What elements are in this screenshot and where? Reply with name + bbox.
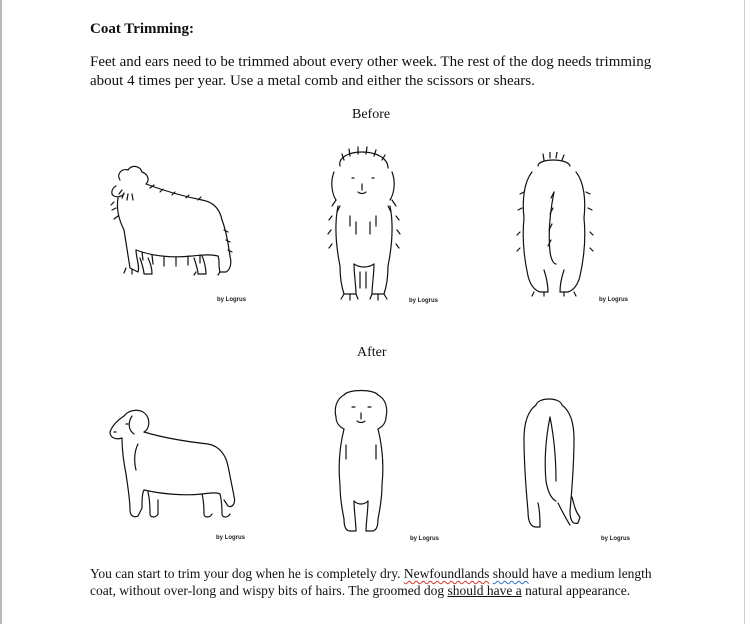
page-left-edge <box>0 0 2 624</box>
closing-paragraph <box>90 565 675 599</box>
after-rear-view-drawing <box>514 393 586 535</box>
after-front-credit: by Logrus <box>410 536 440 542</box>
before-rear-credit: by Logrus <box>599 297 629 303</box>
underlined-phrase: should have a <box>447 583 522 598</box>
after-side-view-drawing <box>104 404 244 532</box>
before-rear-view-drawing <box>510 152 600 298</box>
intro-paragraph: Feet and ears need to be trimmed about every other week. The rest of the dog needs trimming about 4 times per year. Use a metal comb and either the scissors or shears. <box>90 54 652 89</box>
grammar-flagged-word[interactable]: should <box>492 566 529 581</box>
section-heading: Coat Trimming: <box>90 21 195 37</box>
after-side-credit: by Logrus <box>216 535 246 541</box>
before-side-view-drawing <box>102 160 242 285</box>
before-caption: Before <box>352 107 391 122</box>
after-rear-credit: by Logrus <box>601 536 631 542</box>
after-caption: After <box>357 345 387 360</box>
closing-text-3: have a medium length coat, without over-long and wispy bits of hairs. The groomed dog <box>90 566 652 598</box>
before-front-credit: by Logrus <box>409 298 439 304</box>
closing-text-4: natural appearance. <box>521 583 631 598</box>
spellcheck-flagged-word[interactable]: Newfoundlands <box>403 566 490 581</box>
after-front-view-drawing <box>326 385 396 537</box>
before-side-credit: by Logrus <box>217 297 247 303</box>
before-front-view-drawing <box>322 146 410 304</box>
closing-text-1: You can start to trim your dog when he is completely dry. <box>90 566 404 581</box>
